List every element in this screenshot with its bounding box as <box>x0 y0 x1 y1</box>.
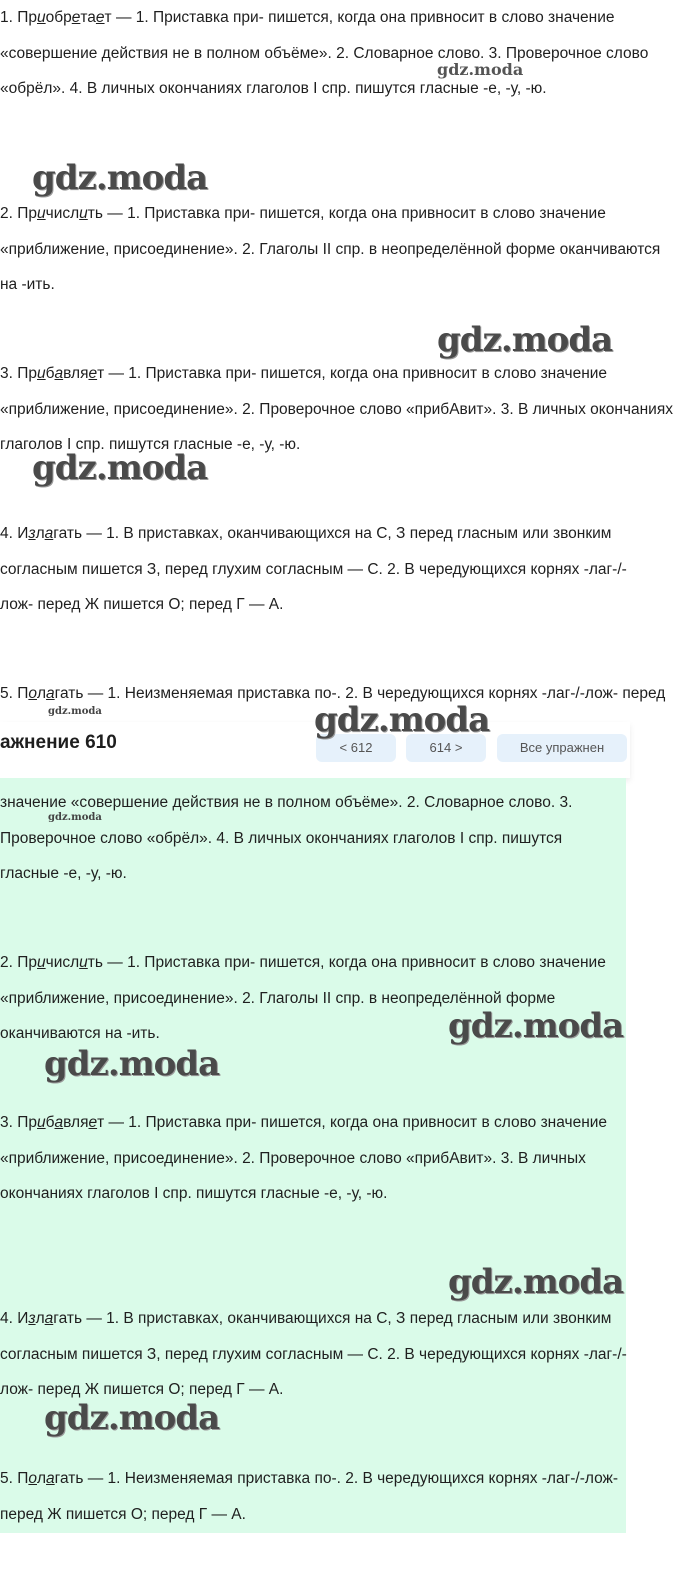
answer-paragraph-2: 2. Причислить — 1. Приставка при- пишется, когда она привносит в слово значение «приближение, присоединение». 2. Глаголы II спр. в неопределённой форме оканчиваются на -ить. <box>0 205 661 293</box>
watermark: gdz.moda <box>448 1262 624 1302</box>
answer-paragraph-4: 4. Излагать — 1. В приставках, оканчивающихся на С, З перед гласным или звонким согласным пишется З, перед глухим согласным — С. 2. В чередующихся корнях -лаг-/-лож- перед Ж пишется О; перед Г — А. <box>0 525 627 613</box>
exercise-nav-header <box>0 722 630 778</box>
next-exercise-button[interactable]: 614 > <box>406 734 486 762</box>
green-paragraph-5: 5. Полагать — 1. Неизменяемая приставка по-. 2. В чередующихся корнях -лаг-/-лож- перед Ж пишется О; перед Г — А. <box>0 1470 619 1523</box>
answer-paragraph-5: 5. Полагать — 1. Неизменяемая приставка по-. 2. В чередующихся корнях -лаг-/-лож- перед <box>0 685 666 702</box>
highlighted-letter: о <box>28 685 37 702</box>
watermark: gdz.moda <box>44 1398 220 1438</box>
highlighted-letter: а <box>46 685 55 702</box>
watermark: gdz.moda <box>437 60 524 79</box>
green-paragraph-4: 4. Излагать — 1. В приставках, оканчивающихся на С, З перед гласным или звонким согласным пишется З, перед глухим согласным — С. 2. В чередующихся корнях -лаг-/-лож- перед Ж пишется О; перед Г — А. <box>0 1310 627 1398</box>
highlighted-letter: и <box>37 954 46 971</box>
highlighted-letter: з <box>28 525 36 542</box>
highlighted-letter: и <box>79 205 88 222</box>
highlighted-letter: а <box>44 525 54 542</box>
watermark: gdz.moda <box>48 812 102 823</box>
highlighted-letter: о <box>28 1470 37 1487</box>
highlighted-letter: а <box>46 1470 55 1487</box>
highlighted-letter: и <box>37 205 46 222</box>
answer-paragraph-3: 3. Прибавляет — 1. Приставка при- пишется, когда она привносит в слово значение «приближение, присоединение». 2. Проверочное слово «прибАвит». 3. В личных окончаниях глаголов I спр. пишутся гласные -е, -у, -ю. <box>0 365 673 453</box>
green-paragraph-2: 2. Причислить — 1. Приставка при- пишется, когда она привносит в слово значение «приближение, присоединение». 2. Глаголы II спр. в неопределённой форме оканчиваются на -ить. <box>0 954 606 1042</box>
watermark: gdz.moda <box>48 706 102 717</box>
watermark: gdz.moda <box>44 1044 220 1084</box>
all-exercises-button[interactable]: Все упражнен <box>497 734 627 762</box>
highlighted-letter: з <box>28 1310 36 1327</box>
answer-paragraph-1: 1. Приобретает — 1. Приставка при- пишется, когда она привносит в слово значение «совершение действия не в полном объёме». 2. Словарное слово. 3. Проверочное слово «обрёл». 4. В личных окончаниях глаголов I спр. пишутся гласные -е, -у, -ю. <box>0 9 649 97</box>
highlighted-letter: е <box>95 9 105 26</box>
highlighted-letter: и <box>37 9 46 26</box>
watermark: gdz.moda <box>314 700 490 740</box>
prev-exercise-button[interactable]: < 612 <box>316 734 396 762</box>
highlighted-letter: и <box>37 1114 46 1131</box>
highlighted-letter: и <box>79 954 88 971</box>
watermark: gdz.moda <box>32 448 208 488</box>
highlighted-letter: а <box>44 1310 54 1327</box>
highlighted-letter: а <box>54 365 64 382</box>
watermark: gdz.moda <box>437 320 613 360</box>
exercise-title: ажнение 610 <box>0 732 117 753</box>
highlighted-letter: а <box>54 1114 64 1131</box>
green-paragraph-1: значение «совершение действия не в полном объёме». 2. Словарное слово. 3. Проверочное слово «обрёл». 4. В личных окончаниях глаголов I спр. пишутся гласные -е, -у, -ю. <box>0 794 573 882</box>
watermark: gdz.moda <box>32 158 208 198</box>
watermark: gdz.moda <box>448 1006 624 1046</box>
highlighted-letter: е <box>71 9 81 26</box>
highlighted-letter: е <box>88 1114 98 1131</box>
highlighted-letter: е <box>88 365 98 382</box>
green-paragraph-3: 3. Прибавляет — 1. Приставка при- пишется, когда она привносит в слово значение «приближение, присоединение». 2. Проверочное слово «прибАвит». 3. В личных окончаниях глаголов I спр. пишутся гласные -е, -у, -ю. <box>0 1114 608 1202</box>
highlighted-letter: и <box>37 365 46 382</box>
